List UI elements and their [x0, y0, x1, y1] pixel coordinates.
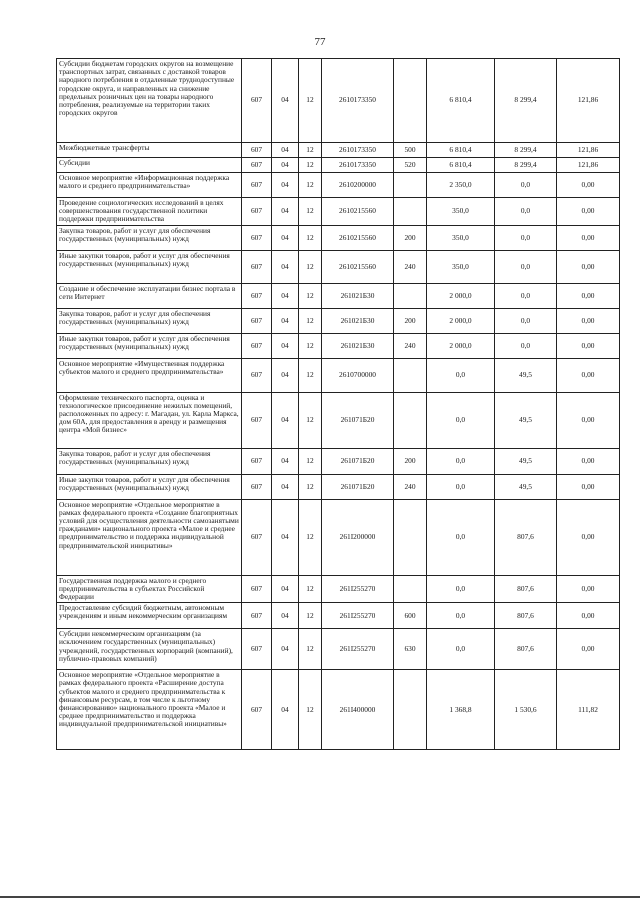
grbs-cell: 607	[242, 358, 272, 392]
target-article-cell: 2610215560	[322, 250, 394, 283]
percent-cell: 0,00	[557, 250, 620, 283]
section-cell: 04	[272, 225, 299, 250]
percent-cell: 0,00	[557, 225, 620, 250]
subsection-cell: 12	[299, 392, 322, 448]
plan-amount-cell: 2 000,0	[427, 283, 495, 308]
target-article-cell: 2610173350	[322, 143, 394, 158]
expense-type-cell	[394, 198, 427, 226]
expense-type-cell	[394, 670, 427, 750]
row-name-cell: Государственная поддержка малого и среднего предпринимательства в субъектах Российской Федерации	[57, 575, 242, 603]
actual-amount-cell: 0,0	[495, 173, 557, 198]
grbs-cell: 607	[242, 629, 272, 670]
target-article-cell: 261071Б20	[322, 474, 394, 499]
section-cell: 04	[272, 143, 299, 158]
percent-cell: 0,00	[557, 333, 620, 358]
plan-amount-cell: 350,0	[427, 198, 495, 226]
subsection-cell: 12	[299, 198, 322, 226]
row-name-cell: Проведение социологических исследований в целях совершенствования государственной политики поддержки предпринимательства	[57, 198, 242, 226]
target-article-cell: 2610200000	[322, 173, 394, 198]
row-name-cell: Субсидии	[57, 158, 242, 173]
table-row	[57, 250, 620, 283]
actual-amount-cell: 49,5	[495, 448, 557, 474]
plan-amount-cell: 0,0	[427, 499, 495, 575]
plan-amount-cell: 0,0	[427, 474, 495, 499]
table-row	[57, 225, 620, 250]
row-name-cell: Основное мероприятие «Отдельное мероприятие в рамках федерального проекта «Расширение доступа субъектов малого и среднего предпринимательства к финансовым ресурсам, в том числе к льготному финансированию» национального проекта «Малое и среднее предпринимательство и поддержка индивидуальной предпринимательской инициативы»	[57, 670, 242, 750]
percent-cell: 0,00	[557, 173, 620, 198]
row-name-cell: Предоставление субсидий бюджетным, автономным учреждениям и иным некоммерческим организациям	[57, 603, 242, 629]
grbs-cell: 607	[242, 333, 272, 358]
section-cell: 04	[272, 173, 299, 198]
table-row	[57, 308, 620, 333]
plan-amount-cell: 0,0	[427, 629, 495, 670]
grbs-cell: 607	[242, 173, 272, 198]
plan-amount-cell: 2 000,0	[427, 333, 495, 358]
target-article-cell: 261071Б20	[322, 392, 394, 448]
actual-amount-cell: 807,6	[495, 575, 557, 603]
grbs-cell: 607	[242, 283, 272, 308]
row-name-cell: Иные закупки товаров, работ и услуг для обеспечения государственных (муниципальных) нужд	[57, 474, 242, 499]
section-cell: 04	[272, 392, 299, 448]
percent-cell: 0,00	[557, 499, 620, 575]
target-article-cell: 261I255270	[322, 629, 394, 670]
plan-amount-cell: 0,0	[427, 603, 495, 629]
row-name-cell: Основное мероприятие «Информационная поддержка малого и среднего предпринимательства»	[57, 173, 242, 198]
section-cell: 04	[272, 283, 299, 308]
subsection-cell: 12	[299, 173, 322, 198]
section-cell: 04	[272, 670, 299, 750]
expense-type-cell	[394, 575, 427, 603]
actual-amount-cell: 807,6	[495, 499, 557, 575]
actual-amount-cell: 807,6	[495, 603, 557, 629]
plan-amount-cell: 0,0	[427, 575, 495, 603]
grbs-cell: 607	[242, 670, 272, 750]
grbs-cell: 607	[242, 392, 272, 448]
percent-cell: 0,00	[557, 448, 620, 474]
subsection-cell: 12	[299, 499, 322, 575]
row-name-cell: Закупка товаров, работ и услуг для обеспечения государственных (муниципальных) нужд	[57, 225, 242, 250]
actual-amount-cell: 0,0	[495, 333, 557, 358]
row-name-cell: Основное мероприятие «Отдельное мероприятие в рамках федерального проекта «Создание благоприятных условий для осуществления деятельности самозанятыми гражданами» национального проекта «Малое и среднее предпринимательство и поддержка индивидуальной предпринимательской инициативы»	[57, 499, 242, 575]
target-article-cell: 261I200000	[322, 499, 394, 575]
table-row	[57, 158, 620, 173]
budget-table	[56, 58, 620, 750]
target-article-cell: 261I255270	[322, 575, 394, 603]
grbs-cell: 607	[242, 143, 272, 158]
percent-cell: 0,00	[557, 392, 620, 448]
plan-amount-cell: 350,0	[427, 250, 495, 283]
actual-amount-cell: 8 299,4	[495, 158, 557, 173]
table-row	[57, 333, 620, 358]
table-row	[57, 283, 620, 308]
target-article-cell: 261I400000	[322, 670, 394, 750]
percent-cell: 121,86	[557, 59, 620, 143]
row-name-cell: Закупка товаров, работ и услуг для обеспечения государственных (муниципальных) нужд	[57, 448, 242, 474]
expense-type-cell: 600	[394, 603, 427, 629]
actual-amount-cell: 807,6	[495, 629, 557, 670]
table-row	[57, 575, 620, 603]
table-row	[57, 670, 620, 750]
grbs-cell: 607	[242, 59, 272, 143]
percent-cell: 0,00	[557, 308, 620, 333]
target-article-cell: 2610215560	[322, 225, 394, 250]
row-name-cell: Межбюджетные трансферты	[57, 143, 242, 158]
section-cell: 04	[272, 575, 299, 603]
subsection-cell: 12	[299, 225, 322, 250]
target-article-cell: 2610215560	[322, 198, 394, 226]
subsection-cell: 12	[299, 448, 322, 474]
section-cell: 04	[272, 250, 299, 283]
scan-border-line	[0, 896, 640, 898]
table-row	[57, 603, 620, 629]
section-cell: 04	[272, 629, 299, 670]
grbs-cell: 607	[242, 198, 272, 226]
row-name-cell: Иные закупки товаров, работ и услуг для обеспечения государственных (муниципальных) нужд	[57, 250, 242, 283]
subsection-cell: 12	[299, 629, 322, 670]
plan-amount-cell: 6 810,4	[427, 158, 495, 173]
actual-amount-cell: 0,0	[495, 308, 557, 333]
row-name-cell: Создание и обеспечение эксплуатации бизнес портала в сети Интернет	[57, 283, 242, 308]
expense-type-cell	[394, 392, 427, 448]
expense-type-cell: 240	[394, 250, 427, 283]
actual-amount-cell: 0,0	[495, 225, 557, 250]
actual-amount-cell: 0,0	[495, 250, 557, 283]
target-article-cell: 261021Б30	[322, 333, 394, 358]
actual-amount-cell: 8 299,4	[495, 59, 557, 143]
expense-type-cell: 630	[394, 629, 427, 670]
grbs-cell: 607	[242, 225, 272, 250]
expense-type-cell: 200	[394, 308, 427, 333]
target-article-cell: 2610173350	[322, 158, 394, 173]
grbs-cell: 607	[242, 308, 272, 333]
grbs-cell: 607	[242, 499, 272, 575]
percent-cell: 0,00	[557, 198, 620, 226]
subsection-cell: 12	[299, 59, 322, 143]
expense-type-cell: 240	[394, 333, 427, 358]
subsection-cell: 12	[299, 603, 322, 629]
percent-cell: 0,00	[557, 358, 620, 392]
percent-cell: 111,82	[557, 670, 620, 750]
expense-type-cell	[394, 499, 427, 575]
subsection-cell: 12	[299, 358, 322, 392]
percent-cell: 0,00	[557, 283, 620, 308]
grbs-cell: 607	[242, 158, 272, 173]
target-article-cell: 261021Б30	[322, 283, 394, 308]
page-number: 77	[314, 36, 326, 48]
expense-type-cell	[394, 283, 427, 308]
section-cell: 04	[272, 474, 299, 499]
table-row	[57, 448, 620, 474]
subsection-cell: 12	[299, 308, 322, 333]
section-cell: 04	[272, 333, 299, 358]
section-cell: 04	[272, 358, 299, 392]
actual-amount-cell: 49,5	[495, 474, 557, 499]
section-cell: 04	[272, 198, 299, 226]
actual-amount-cell: 0,0	[495, 198, 557, 226]
grbs-cell: 607	[242, 474, 272, 499]
subsection-cell: 12	[299, 250, 322, 283]
row-name-cell: Субсидии некоммерческим организациям (за исключением государственных (муниципальных) учреждений, государственных корпораций (компаний), публично-правовых компаний)	[57, 629, 242, 670]
plan-amount-cell: 6 810,4	[427, 143, 495, 158]
section-cell: 04	[272, 448, 299, 474]
actual-amount-cell: 49,5	[495, 358, 557, 392]
plan-amount-cell: 0,0	[427, 448, 495, 474]
table-row	[57, 173, 620, 198]
target-article-cell: 261021Б30	[322, 308, 394, 333]
plan-amount-cell: 6 810,4	[427, 59, 495, 143]
expense-type-cell: 500	[394, 143, 427, 158]
percent-cell: 0,00	[557, 629, 620, 670]
subsection-cell: 12	[299, 474, 322, 499]
grbs-cell: 607	[242, 603, 272, 629]
expense-type-cell: 200	[394, 225, 427, 250]
actual-amount-cell: 8 299,4	[495, 143, 557, 158]
table-row	[57, 474, 620, 499]
section-cell: 04	[272, 308, 299, 333]
subsection-cell: 12	[299, 283, 322, 308]
section-cell: 04	[272, 158, 299, 173]
target-article-cell: 2610173350	[322, 59, 394, 143]
subsection-cell: 12	[299, 158, 322, 173]
actual-amount-cell: 1 530,6	[495, 670, 557, 750]
table-row	[57, 143, 620, 158]
section-cell: 04	[272, 59, 299, 143]
section-cell: 04	[272, 603, 299, 629]
target-article-cell: 2610700000	[322, 358, 394, 392]
plan-amount-cell: 350,0	[427, 225, 495, 250]
target-article-cell: 261071Б20	[322, 448, 394, 474]
percent-cell: 0,00	[557, 474, 620, 499]
expense-type-cell: 520	[394, 158, 427, 173]
row-name-cell: Закупка товаров, работ и услуг для обеспечения государственных (муниципальных) нужд	[57, 308, 242, 333]
table-row	[57, 499, 620, 575]
expense-type-cell	[394, 173, 427, 198]
percent-cell: 121,86	[557, 143, 620, 158]
row-name-cell: Оформление технического паспорта, оценка и технологическое присоединение нежилых помещений, расположенных по адресу: г. Магадан, ул. Карла Маркса, дом 60А, для предоставления в аренду и размещения центра «Мой бизнес»	[57, 392, 242, 448]
percent-cell: 0,00	[557, 603, 620, 629]
row-name-cell: Субсидии бюджетам городских округов на возмещение транспортных затрат, связанных с доставкой товаров народного потребления в отдаленные труднодоступные городские округа, и направленных на снижение предельных розничных цен на товары народного потребления, реализуемые на территории таких городских округов	[57, 59, 242, 143]
expense-type-cell: 200	[394, 448, 427, 474]
plan-amount-cell: 2 350,0	[427, 173, 495, 198]
subsection-cell: 12	[299, 575, 322, 603]
table-row	[57, 629, 620, 670]
grbs-cell: 607	[242, 575, 272, 603]
grbs-cell: 607	[242, 448, 272, 474]
table-row	[57, 358, 620, 392]
percent-cell: 121,86	[557, 158, 620, 173]
grbs-cell: 607	[242, 250, 272, 283]
plan-amount-cell: 2 000,0	[427, 308, 495, 333]
subsection-cell: 12	[299, 143, 322, 158]
target-article-cell: 261I255270	[322, 603, 394, 629]
percent-cell: 0,00	[557, 575, 620, 603]
section-cell: 04	[272, 499, 299, 575]
subsection-cell: 12	[299, 333, 322, 358]
expense-type-cell	[394, 59, 427, 143]
plan-amount-cell: 0,0	[427, 392, 495, 448]
plan-amount-cell: 1 368,8	[427, 670, 495, 750]
row-name-cell: Основное мероприятие «Имущественная поддержка субъектов малого и среднего предпринимательства»	[57, 358, 242, 392]
subsection-cell: 12	[299, 670, 322, 750]
actual-amount-cell: 0,0	[495, 283, 557, 308]
table-row	[57, 392, 620, 448]
table-row	[57, 59, 620, 143]
row-name-cell: Иные закупки товаров, работ и услуг для обеспечения государственных (муниципальных) нужд	[57, 333, 242, 358]
table-row	[57, 198, 620, 226]
expense-type-cell	[394, 358, 427, 392]
plan-amount-cell: 0,0	[427, 358, 495, 392]
actual-amount-cell: 49,5	[495, 392, 557, 448]
expense-type-cell: 240	[394, 474, 427, 499]
